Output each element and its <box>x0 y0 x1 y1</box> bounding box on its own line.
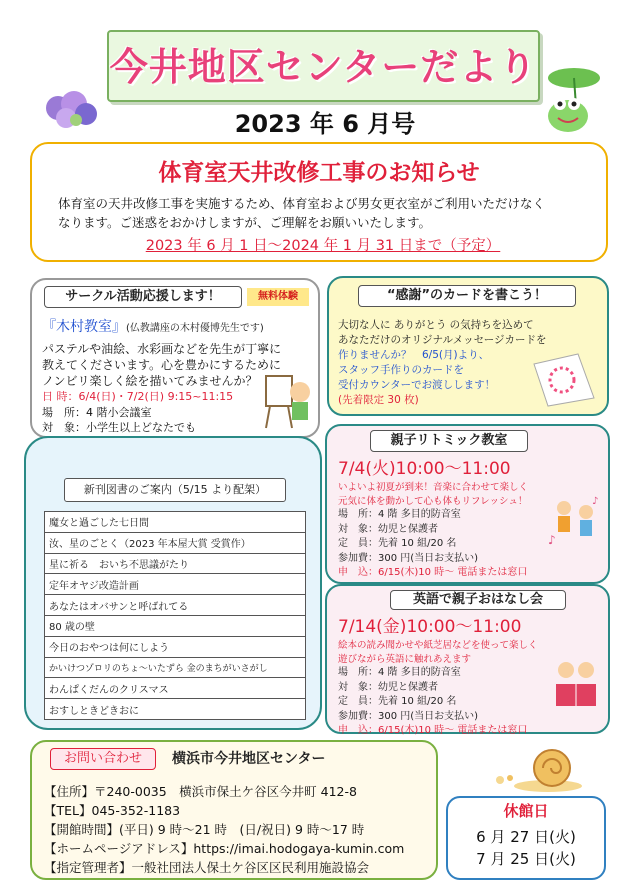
card-line: スタッフ手作りのカードを <box>338 364 464 376</box>
circle-body-line: 教えてくださいます。心を豊かにするために <box>42 358 282 372</box>
teacher-note: (仏教講座の木村優博先生です) <box>126 323 264 334</box>
closed-days-header: 休館日 <box>503 802 549 820</box>
card-line: あなただけのオリジナルメッセージカードを <box>338 334 547 346</box>
contact-header: お問い合わせ <box>50 748 156 770</box>
notice-date: 2023 年 6 月 1 日～2024 年 1 月 31 日まで（予定） <box>145 238 501 254</box>
circle-date: 日 時：6/4(日)・7/2(日) 9:15~11:15 <box>42 390 234 403</box>
circle-header: サークル活動応援します！ <box>44 286 242 308</box>
card-line: 作りませんか？ 6/5(月)より、 <box>338 349 490 361</box>
book-title: かいけつゾロリのちょ～いたずら 金のまちがいさがし <box>45 657 306 678</box>
english-intro: 絵本の読み聞かせや紙芝居などを使って楽しく <box>338 640 538 651</box>
table-row <box>45 699 306 720</box>
table-row <box>45 574 306 595</box>
book-title: おすしときどきおに <box>45 699 306 720</box>
notice-body-line: 体育室の天井改修工事を実施するため、体育室および男女更衣室がご利用いただけなく <box>58 196 546 211</box>
notice-body <box>58 194 588 232</box>
english-fee: 参加費：300 円(当日お支払い) <box>338 710 479 722</box>
dancing-children-icon <box>546 494 604 548</box>
rhythm-header: 親子リトミック教室 <box>370 430 528 452</box>
closed-date: 7 月 25 日(火) <box>476 850 576 868</box>
rhythm-intro: いよいよ初夏が到来！音楽に合わせて楽しく <box>338 482 529 493</box>
rhythm-datetime: 7/4(火)10:00～11:00 <box>338 459 511 479</box>
rhythm-capacity: 定 員：先着 10 組/20 名 <box>338 538 457 549</box>
table-row <box>45 553 306 574</box>
closed-days-dates <box>448 826 604 870</box>
contact-phone: 【TEL】045-352-1183 <box>44 803 181 818</box>
books-table <box>44 511 306 720</box>
english-target: 対 象：幼児と保護者 <box>338 681 438 693</box>
reading-book-icon <box>548 650 604 712</box>
book-title: わんぱくだんのクリスマス <box>45 678 306 699</box>
book-title: あなたはオバサンと呼ばれてる <box>45 595 306 616</box>
class-name: 『木村教室』 <box>42 319 126 335</box>
notice-body-line: なります。ご迷惑をおかけしますが、ご理解をお願いいたします。 <box>58 215 432 230</box>
issue-label: 2023 年 6 月号 <box>234 110 416 138</box>
rhythm-place: 場 所：4 階 多目的防音室 <box>338 509 461 520</box>
contact-hours: 【開館時間】(平日) 9 時～21 時 (日/祝日) 9 時～17 時 <box>44 822 365 837</box>
card-line: 大切な人に ありがとう の気持ちを込めて <box>338 319 534 331</box>
circle-body-line: パステルや油絵、水彩画などを先生が丁寧に <box>42 342 282 356</box>
english-place: 場 所：4 階 多目的防音室 <box>338 667 461 678</box>
circle-body-line: ノンビリ楽しく絵を描いてみませんか？ <box>42 374 258 388</box>
rhythm-apply: 申 込：6/15(木)10 時～ 電話または窓口 <box>338 567 528 578</box>
contact-website[interactable]: 【ホームページアドレス】https://imai.hodogaya-kumin.com <box>44 841 405 856</box>
table-row <box>45 615 306 636</box>
hydrangea-icon <box>40 86 102 134</box>
rhythm-fee: 参加費：300 円(当日お支払い) <box>338 552 479 564</box>
circle-target: 対 象：小学生以上どなたでも <box>42 421 196 434</box>
card-line: 受付カウンターでお渡しします！ <box>338 379 496 391</box>
snail-icon <box>490 738 590 794</box>
painter-icon <box>262 370 314 432</box>
rhythm-target: 対 象：幼児と保護者 <box>338 523 438 535</box>
table-row <box>45 532 306 553</box>
frog-icon <box>538 66 602 136</box>
message-card-icon <box>528 350 600 410</box>
contact-name: 横浜市今井地区センター <box>172 751 326 767</box>
closed-date: 6 月 27 日(火) <box>476 828 576 846</box>
table-row <box>45 678 306 699</box>
card-line: (先着限定 30 枚) <box>338 394 419 406</box>
book-title: 今日のおやつは何にしよう <box>45 636 306 657</box>
page-title: 今井地区センターだより <box>109 45 538 89</box>
contact-lines <box>44 782 434 877</box>
table-row <box>45 595 306 616</box>
book-title: 魔女と過ごした七日間 <box>45 512 306 533</box>
book-title: 星に祈る おいち不思議がたり <box>45 553 306 574</box>
english-intro: 遊びながら英語に触れあえます <box>338 653 472 665</box>
svg-text:♪: ♪ <box>592 496 599 507</box>
english-capacity: 定 員：先着 10 組/20 名 <box>338 696 457 707</box>
english-datetime: 7/14(金)10:00～11:00 <box>338 617 522 637</box>
circle-place: 場 所：4 階小会議室 <box>42 405 152 419</box>
table-row <box>45 657 306 678</box>
svg-text:♪: ♪ <box>548 533 556 547</box>
book-title: 汝、星のごとく（2023 年本屋大賞 受賞作） <box>45 532 306 553</box>
english-apply: 申 込：6/15(木)10 時～ 電話または窓口 <box>338 725 528 736</box>
table-row <box>45 512 306 533</box>
book-title: 80 歳の壁 <box>45 615 306 636</box>
books-header: 新刊図書のご案内（5/15 より配架） <box>64 478 286 502</box>
notice-title: 体育室天井改修工事のお知らせ <box>158 160 480 186</box>
free-badge: 無料体験 <box>247 288 309 306</box>
contact-manager: 【指定管理者】一般社団法人保土ケ谷区区民利用施設協会 <box>44 860 370 875</box>
book-title: 定年オヤジ改造計画 <box>45 574 306 595</box>
card-header: “感謝”のカードを書こう！ <box>358 285 576 307</box>
table-row <box>45 636 306 657</box>
english-header: 英語で親子おはなし会 <box>390 590 566 610</box>
contact-address: 【住所】〒240-0035 横浜市保土ケ谷区今井町 412-8 <box>44 784 357 799</box>
rhythm-intro: 元気に体を動かして心も体もリフレッシュ！ <box>338 495 528 507</box>
